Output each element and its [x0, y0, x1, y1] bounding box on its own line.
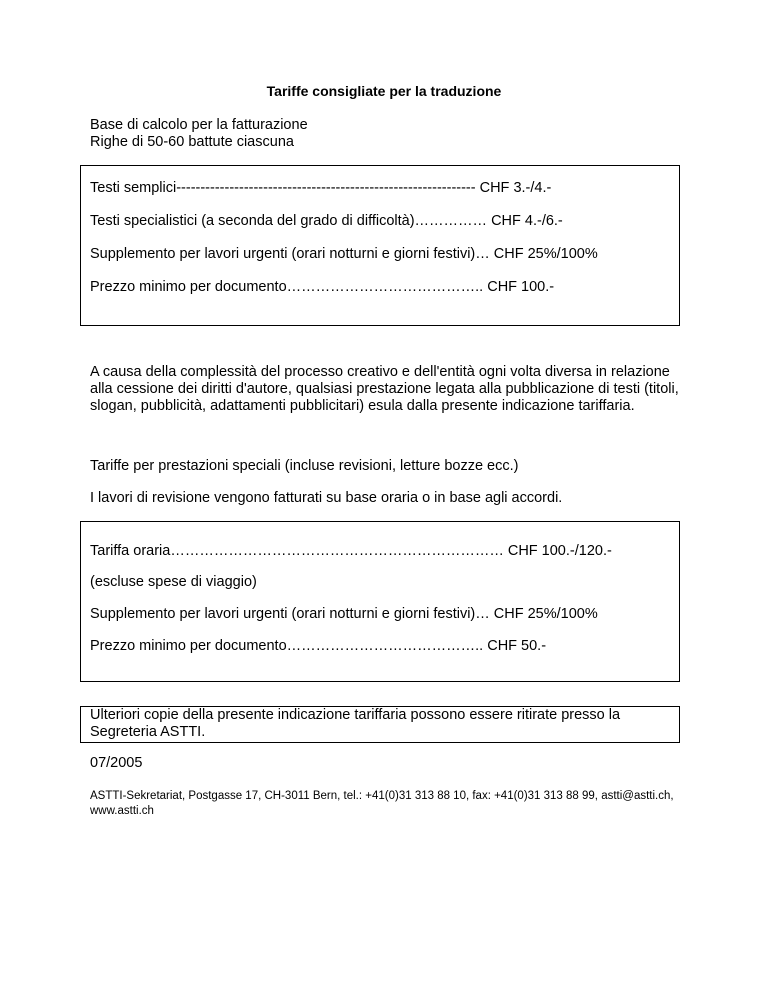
- special-rates-box: [80, 521, 680, 682]
- revision-billing-note: I lavori di revisione vengono fatturati su base oraria o in base agli accordi.: [90, 490, 563, 506]
- intro-line-2: Righe di 50-60 battute ciascuna: [90, 134, 294, 150]
- rate-minimum-price-special: Prezzo minimo per documento………………………………….. CHF 50.-: [90, 638, 547, 654]
- travel-expenses-note: (escluse spese di viaggio): [90, 574, 257, 590]
- rate-hourly: Tariffa oraria…………………………………………………………… CHF 100.-/120.-: [90, 543, 612, 559]
- basic-rates-box: [80, 165, 680, 326]
- rate-urgent-supplement: Supplemento per lavori urgenti (orari notturni e giorni festivi)… CHF 25%/100%: [90, 246, 598, 262]
- copies-note-text: Ulteriori copie della presente indicazione tariffaria possono essere ritirate presso la Segreteria ASTTI.: [90, 707, 621, 740]
- copies-note-box: [80, 706, 680, 743]
- document-date: 07/2005: [90, 755, 143, 771]
- rate-simple-texts: Testi semplici-------------------------------------------------------------- CHF 3.-/4.-: [90, 180, 552, 196]
- document-title: Tariffe consigliate per la traduzione: [266, 83, 502, 99]
- intro-line-1: Base di calcolo per la fatturazione: [90, 117, 308, 133]
- rate-minimum-price: Prezzo minimo per documento………………………………….. CHF 100.-: [90, 279, 555, 295]
- rate-specialist-texts: Testi specialistici (a seconda del grado di difficoltà)…………… CHF 4.-/6.-: [90, 213, 563, 229]
- footer-contact: ASTTI-Sekretariat, Postgasse 17, CH-3011 Bern, tel.: +41(0)31 313 88 10, fax: +41(0)31 313 88 99, astti@astti.ch, www.astti.ch: [90, 790, 674, 817]
- special-services-heading: Tariffe per prestazioni speciali (incluse revisioni, letture bozze ecc.): [90, 458, 519, 474]
- rate-urgent-supplement-special: Supplemento per lavori urgenti (orari notturni e giorni festivi)… CHF 25%/100%: [90, 606, 598, 622]
- copyright-paragraph: A causa della complessità del processo creativo e dell'entità ogni volta diversa in relazione alla cessione dei diritti d'autore, qualsiasi prestazione legata alla pubblicazione di testi (titoli, slogan, pubblicità, adattamenti pubblicitari) esula dalla presente indicazione tariffaria.: [90, 364, 679, 414]
